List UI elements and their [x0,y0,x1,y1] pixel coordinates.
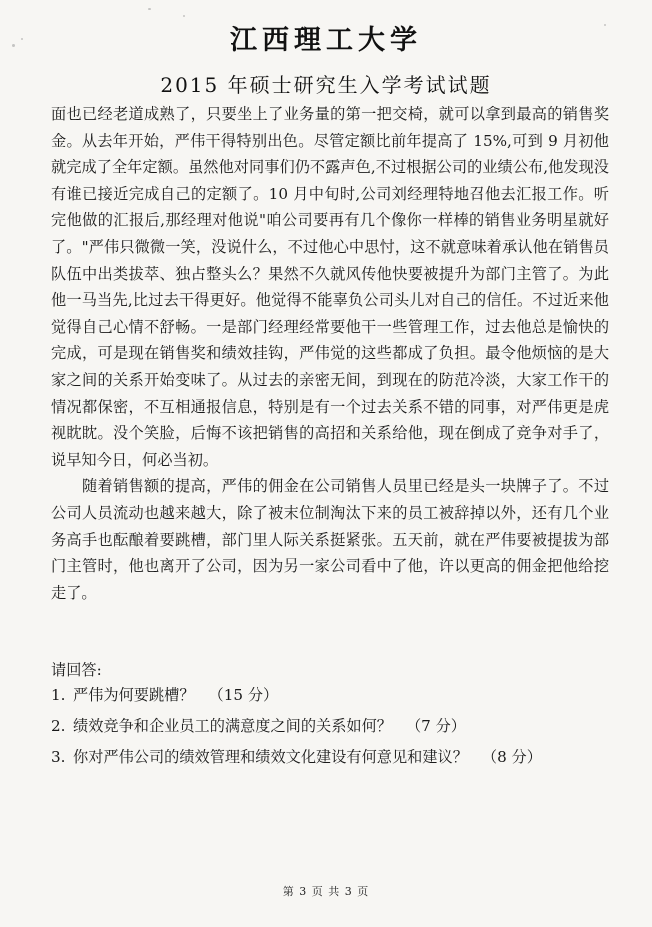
question-text: 绩效竞争和企业员工的满意度之间的关系如何？ [73,717,392,735]
passage-paragraph: 面也已经老道成熟了，只要坐上了业务量的第一把交椅，就可以拿到最高的销售奖金。从去年开始，严伟干得特别出色。尽管定额比前年提高了 15%,可到 9 月初他就完成了全年定额。虽然他对同事们仍不露声色,不过根据公司的业绩公布,他发现没有谁已接近完成自己的定额了。10 月中旬时,公司刘经理特地召他去汇报工作。听完他做的汇报后,那经理对他说"咱公司要再有几个像你一样棒的销售业务明星就好了。"严伟只微微一笑，没说什么，不过他心中思忖，这不就意味着承认他在销售员队伍中出类拔萃、独占整头么？果然不久就风传他快要被提升为部门主管了。为此他一马当先,比过去干得更好。他觉得不能辜负公司头儿对自己的信任。不过近来他觉得自己心情不舒畅。一是部门经理经常要他干一些管理工作，过去他总是愉快的完成，可是现在销售奖和绩效挂钩，严伟觉的这些都成了负担。最令他烦恼的是大家之间的关系开始变味了。从过去的亲密无间，到现在的防范冷淡，大家工作干的情况都保密，不互相通报信息，特别是有一个过去关系不错的同事，对严伟更是虎视眈眈。没个笑脸，后悔不该把销售的高招和关系给他，现在倒成了竞争对手了，说早知今日，何必当初。 [51,105,609,469]
question-item [51,680,611,711]
question-number: 2. [51,717,66,735]
question-text: 你对严伟公司的绩效管理和绩效文化建设有何意见和建议？ [73,748,468,766]
scan-speck [148,8,151,10]
question-score: （15 分） [208,686,279,704]
passage-paragraph: 随着销售额的提高，严伟的佣金在公司销售人员里已经是头一块牌子了。不过公司人员流动也越来越大，除了被末位制淘汰下来的员工被辞掉以外，还有几个业务高手也酝酿着要跳槽，部门里人际关系挺紧张。五天前，就在严伟要被提拔为部门主管时，他也离开了公司，因为另一家公司看中了他，许以更高的佣金把他给挖走了。 [51,477,609,602]
question-list [51,680,611,773]
question-item [51,711,611,742]
question-number: 1. [51,686,66,704]
question-number: 3. [51,748,66,766]
case-passage [51,101,609,606]
exam-title: 2015 年硕士研究生入学考试试题 [160,73,492,97]
question-score: （8 分） [481,748,542,766]
question-text: 严伟为何要跳槽？ [73,686,195,704]
question-score: （7 分） [405,717,466,735]
university-name: 江西理工大学 [230,25,422,56]
page-footer: 第 3 页 共 3 页 [282,885,370,898]
scan-speck [183,15,185,17]
answer-prompt: 请回答: [51,661,102,679]
question-item [51,742,611,773]
